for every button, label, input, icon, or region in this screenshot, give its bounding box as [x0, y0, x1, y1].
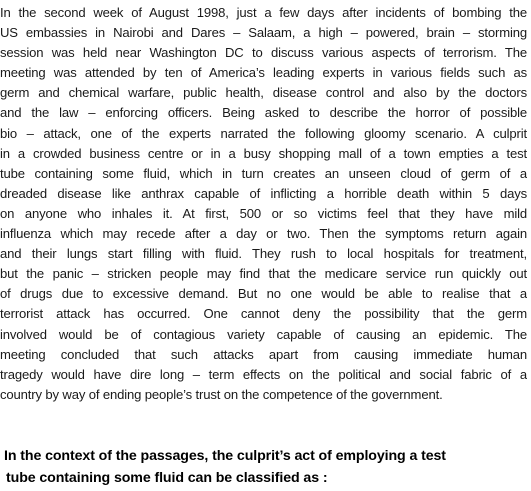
passage-line: meeting was attended by ten of America’s leading experts in various fields such as — [0, 65, 527, 81]
passage-line: meeting concluded that such attacks apart from causing immediate human — [0, 346, 527, 362]
passage-line: but the panic – stricken people may find that the medicare service run quickly out — [0, 266, 527, 282]
passage-line: influenza which may recede after a day or two. Then the symptoms return again — [0, 226, 527, 242]
passage-line: and the law – enforcing officers. Being asked to describe the horror of possible — [0, 105, 527, 121]
passage-line: in a crowded business centre or in a busy shopping mall of a town empties a test — [0, 145, 527, 161]
passage-line: tragedy would have dire long – term effects on the political and social fabric of a — [0, 366, 527, 382]
question-prompt — [4, 446, 524, 489]
passage-line: of drugs due to excessive demand. But no one would be able to realise that a — [0, 286, 527, 302]
passage-line: session was held near Washington DC to discuss various aspects of terrorism. The — [0, 45, 527, 61]
passage-line: tube containing some fluid, which in turn creates an unseen cloud of germ of a — [0, 165, 527, 181]
passage-line: dreaded disease like anthrax capable of inflicting a horrible death within 5 days — [0, 185, 527, 201]
passage-line: and their lungs start filling with fluid. They rush to local hospitals for treatment, — [0, 246, 527, 262]
passage-line: germ and chemical warfare, public health, disease control and also by the doctors — [0, 85, 527, 101]
reading-passage — [0, 3, 529, 405]
passage-line: on anyone who inhales it. At first, 500 or so victims feel that they have mild — [0, 205, 527, 221]
passage-line: terrorist attack has occurred. One cannot deny the possibility that the germ — [0, 306, 527, 322]
question-line: In the context of the passages, the culprit’s act of employing a test — [4, 448, 446, 464]
passage-line: country by way of ending people’s trust on the competence of the government. — [0, 386, 443, 402]
question-line: tube containing some fluid can be classified as : — [6, 469, 328, 486]
passage-line: bio – attack, one of the experts narrated the following gloomy scenario. A culprit — [0, 125, 527, 141]
passage-line: US embassies in Nairobi and Dares – Salaam, a high – powered, brain – storming — [0, 25, 527, 41]
passage-line: involved would be of contagious variety capable of causing an epidemic. The — [0, 326, 527, 342]
passage-line: In the second week of August 1998, just a few days after incidents of bombing the — [0, 5, 527, 20]
